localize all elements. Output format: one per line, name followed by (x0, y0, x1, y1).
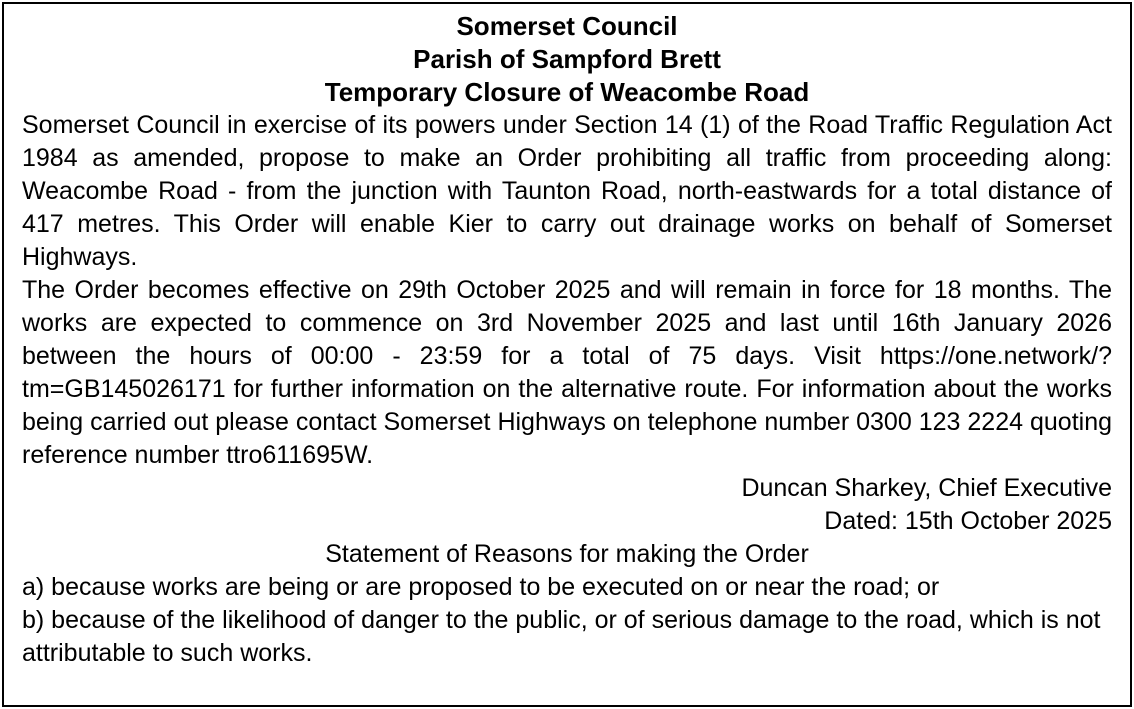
notice-paragraph-order: Somerset Council in exercise of its powers under Section 14 (1) of the Road Traffic Regulation Act 1984 as amended, propose to make an Order prohibiting all traffic from proceeding along: Weacombe Road - from the junction with Taunton Road, north-eastwards for a total distance of 417 metres. This Order will enable Kier to carry out drainage works on behalf of Somerset Highways. (22, 111, 1112, 271)
reason-b: b) because of the likelihood of danger to the public, or of serious damage to the road, which is not attributable to such works. (22, 606, 1101, 667)
reason-a: a) because works are being or are proposed to be executed on or near the road; or (22, 573, 940, 601)
notice-paragraph-details: The Order becomes effective on 29th October 2025 and will remain in force for 18 months. The works are expected to commence on 3rd November 2025 and last until 16th January 2026 between the hours of 00:00 - 23:59 for a total of 75 days. Visit https://one.network/?tm=GB145026171 for further information on the alternative route. For information about the works being carried out please contact Somerset Highways on telephone number 0300 123 2224 quoting reference number ttro611695W. (22, 276, 1112, 469)
public-notice (2, 2, 1132, 707)
reasons-heading: Statement of Reasons for making the Order (325, 540, 809, 568)
notice-title-council: Somerset Council (456, 11, 678, 41)
signatory-name: Duncan Sharkey, Chief Executive (741, 474, 1112, 502)
notice-title-closure: Temporary Closure of Weacombe Road (324, 77, 810, 107)
notice-title-parish: Parish of Sampford Brett (413, 44, 721, 74)
notice-date: Dated: 15th October 2025 (824, 507, 1112, 535)
